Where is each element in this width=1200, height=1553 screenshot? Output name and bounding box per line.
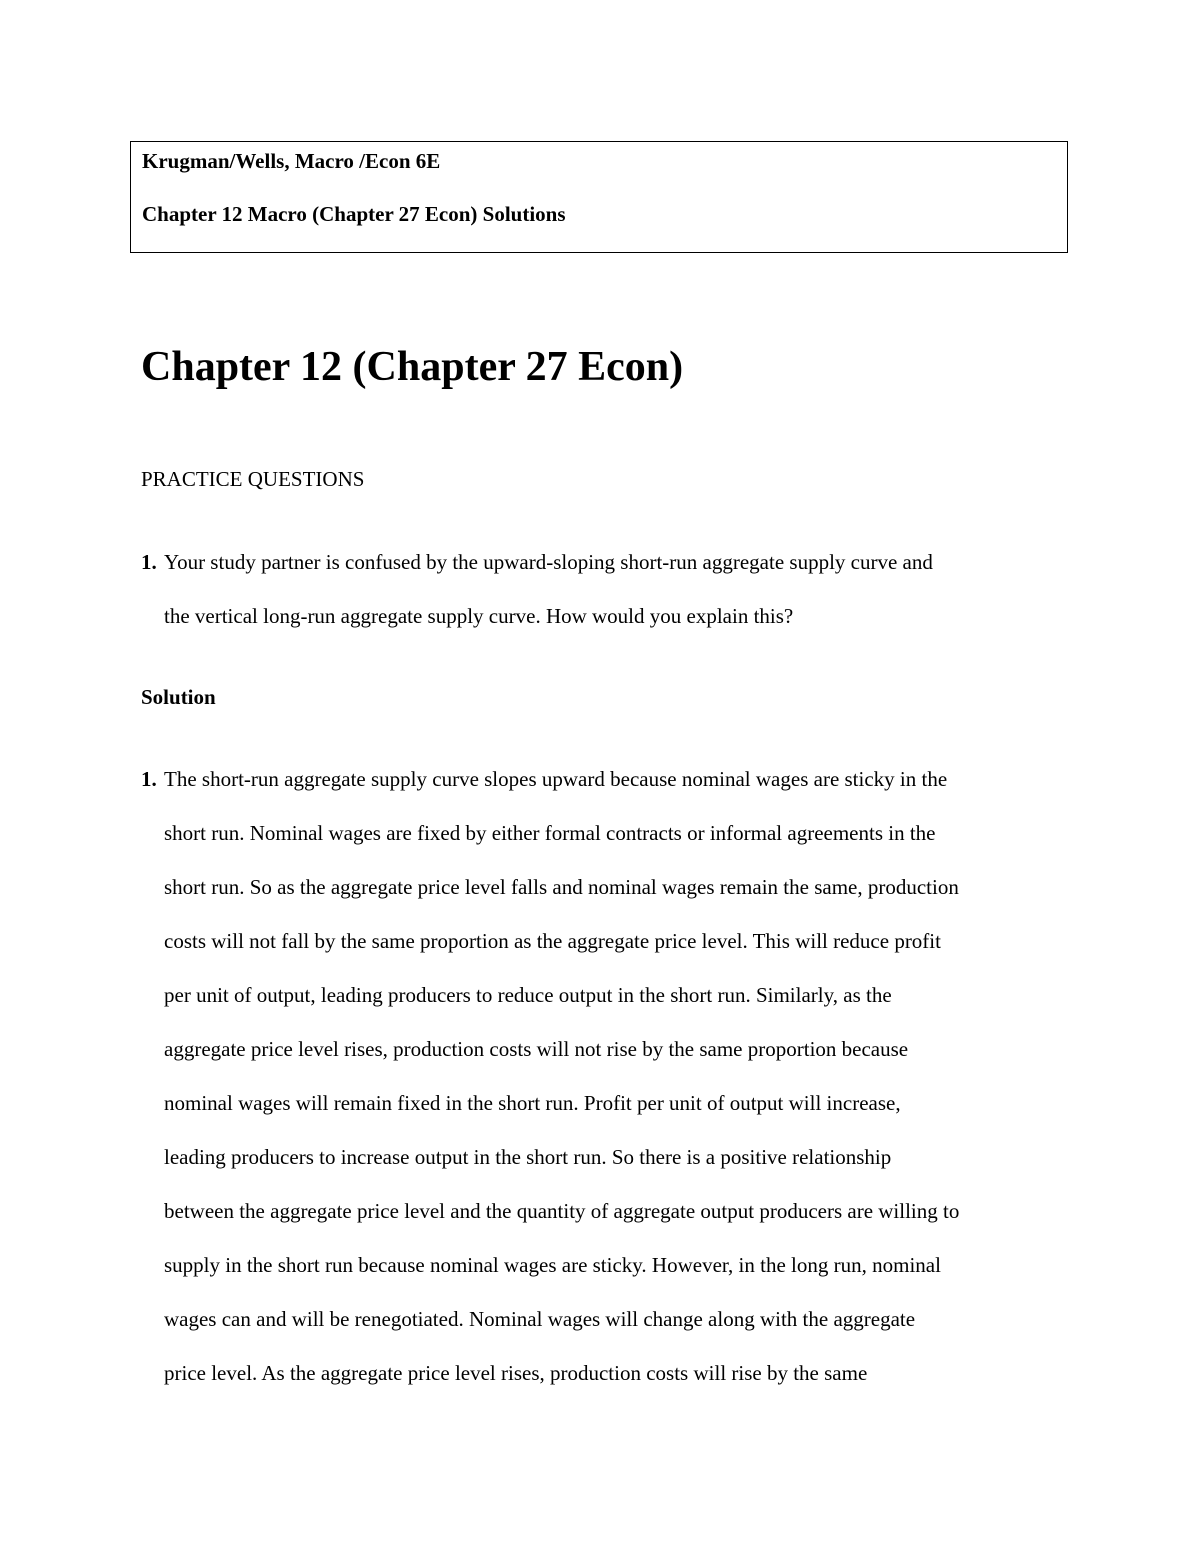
course-title: Krugman/Wells, Macro /Econ 6E <box>142 149 441 173</box>
answer-line: aggregate price level rises, production costs will not rise by the same proportion because <box>164 1037 909 1061</box>
answer-line: per unit of output, leading producers to reduce output in the short run. Similarly, as the <box>164 983 892 1007</box>
answer-number: 1. <box>141 767 157 791</box>
answer-line: supply in the short run because nominal wages are sticky. However, in the long run, nominal <box>164 1253 941 1277</box>
question-line: Your study partner is confused by the upward-sloping short-run aggregate supply curve and <box>164 550 933 574</box>
answer-line: between the aggregate price level and the quantity of aggregate output producers are willing to <box>164 1199 960 1223</box>
answer-line: price level. As the aggregate price level rises, production costs will rise by the same <box>164 1361 868 1385</box>
answer-line: wages can and will be renegotiated. Nominal wages will change along with the aggregate <box>164 1307 916 1331</box>
solution-heading: Solution <box>141 685 216 709</box>
chapter-title: Chapter 12 (Chapter 27 Econ) <box>141 344 684 390</box>
answer-line: short run. So as the aggregate price level falls and nominal wages remain the same, production <box>164 875 959 899</box>
answer-line: nominal wages will remain fixed in the short run. Profit per unit of output will increase, <box>164 1091 901 1115</box>
answer-line: leading producers to increase output in the short run. So there is a positive relationship <box>164 1145 892 1169</box>
question-number: 1. <box>141 550 157 574</box>
question-line: the vertical long-run aggregate supply curve. How would you explain this? <box>164 604 794 628</box>
practice-questions-heading: PRACTICE QUESTIONS <box>141 467 365 491</box>
solutions-subtitle: Chapter 12 Macro (Chapter 27 Econ) Solutions <box>142 202 566 226</box>
answer-line: short run. Nominal wages are fixed by either formal contracts or informal agreements in the <box>164 821 936 845</box>
answer-line: costs will not fall by the same proportion as the aggregate price level. This will reduce profit <box>164 929 941 953</box>
answer-line: The short-run aggregate supply curve slopes upward because nominal wages are sticky in the <box>164 767 948 791</box>
header-box <box>130 141 1068 253</box>
